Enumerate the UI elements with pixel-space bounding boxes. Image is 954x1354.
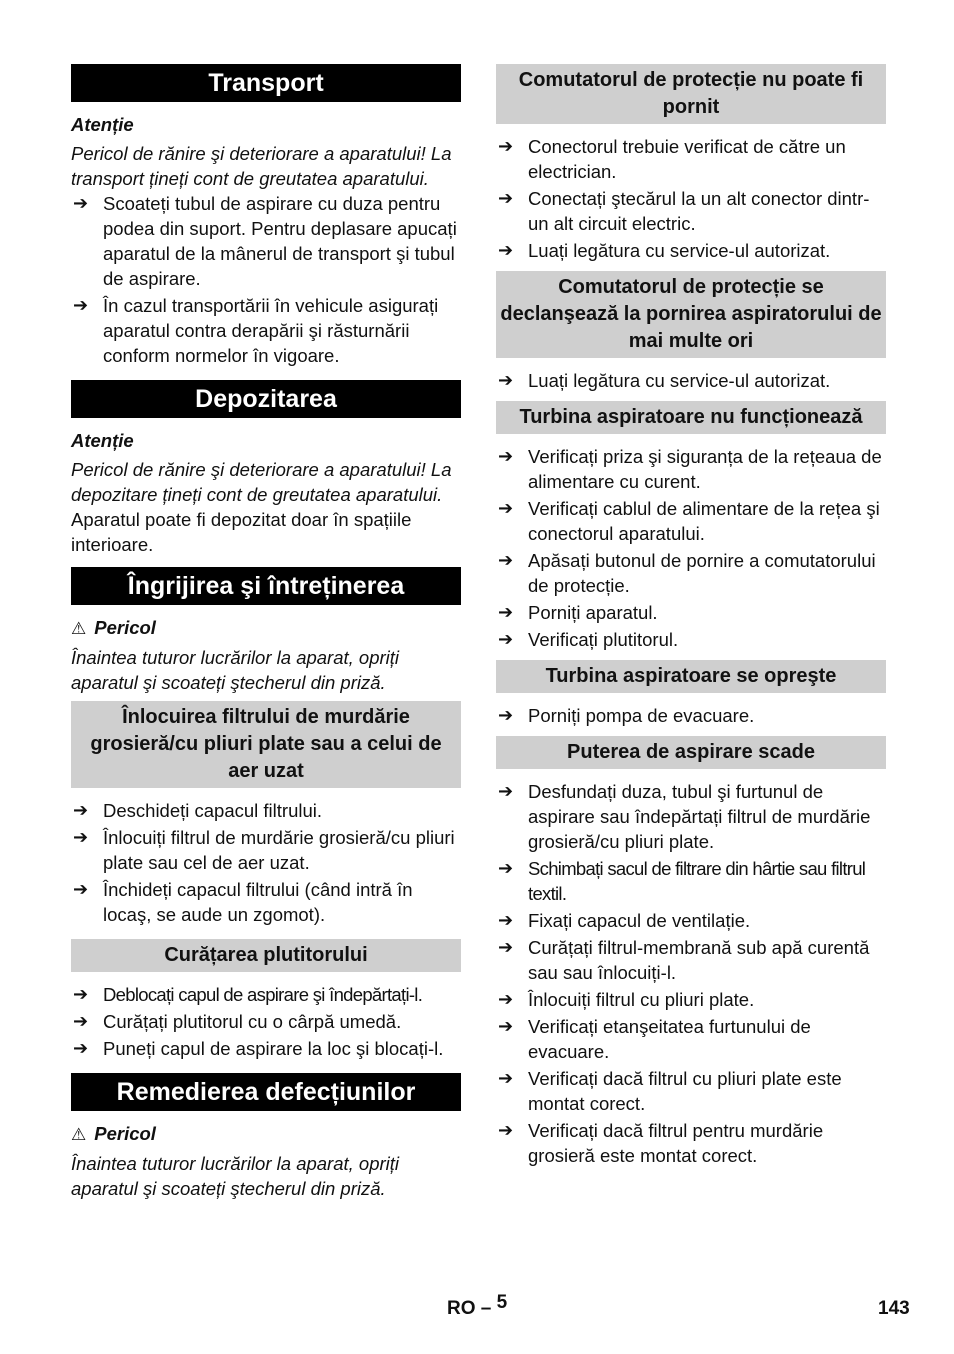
list-item: ➔ Deblocați capul de aspirare şi îndepărtați-l. — [73, 984, 423, 1005]
arrow-right-icon: ➔ — [498, 1068, 514, 1088]
step-list — [496, 444, 886, 652]
list-item: ➔ Înlocuiți filtrul cu pliuri plate. — [498, 989, 755, 1010]
section-title-care: Îngrijirea şi întreținerea — [71, 567, 461, 605]
list-item: ➔ Curățați plutitorul cu o cârpă umedă. — [73, 1011, 402, 1032]
danger-label: ⚠ Pericol — [71, 617, 156, 638]
step-list — [496, 368, 886, 393]
warning-triangle-icon: ⚠ — [71, 619, 87, 638]
left-column — [71, 64, 461, 1201]
page-number: 143 — [878, 1298, 910, 1319]
footer-language-code: RO – 5 — [447, 1292, 508, 1319]
arrow-right-icon: ➔ — [498, 602, 514, 622]
list-item: ➔ Verificați plutitorul. — [498, 629, 679, 650]
list-item: ➔ Scoateți tubul de aspirare cu duza pentru podea din suport. Pentru deplasare apucați aparatul de la mânerul de transport şi tubul de aspirare. — [73, 193, 457, 289]
arrow-right-icon: ➔ — [73, 827, 89, 847]
step-list — [496, 779, 886, 1168]
subsection-title-turbine-not-working: Turbina aspiratoare nu funcționează — [496, 401, 886, 434]
arrow-right-icon: ➔ — [73, 879, 89, 899]
arrow-right-icon: ➔ — [498, 910, 514, 930]
caution-label: Atenție — [71, 430, 134, 451]
arrow-right-icon: ➔ — [498, 629, 514, 649]
arrow-right-icon: ➔ — [498, 550, 514, 570]
list-item: ➔ În cazul transportării în vehicule asigurați aparatul contra derapării şi răsturnării conform normelor în vigoare. — [73, 295, 439, 366]
arrow-right-icon: ➔ — [73, 1011, 89, 1031]
caution-text: Pericol de rănire şi deteriorare a aparatului! La transport țineți cont de greutatea aparatului. — [71, 143, 452, 189]
arrow-right-icon: ➔ — [73, 295, 89, 315]
arrow-right-icon: ➔ — [73, 193, 89, 213]
step-list — [496, 134, 886, 263]
arrow-right-icon: ➔ — [498, 188, 514, 208]
list-item: ➔ Verificați dacă filtrul cu pliuri plate este montat corect. — [498, 1068, 842, 1114]
arrow-right-icon: ➔ — [73, 800, 89, 820]
arrow-right-icon: ➔ — [498, 858, 514, 878]
section-title-storage: Depozitarea — [71, 380, 461, 418]
list-item: ➔ Porniți aparatul. — [498, 602, 658, 623]
list-item: ➔ Luați legătura cu service-ul autorizat. — [498, 370, 831, 391]
step-list — [71, 191, 461, 368]
list-item: ➔ Luați legătura cu service-ul autorizat. — [498, 240, 831, 261]
arrow-right-icon: ➔ — [498, 498, 514, 518]
list-item: ➔ Apăsați butonul de pornire a comutatorului de protecție. — [498, 550, 876, 596]
arrow-right-icon: ➔ — [498, 705, 514, 725]
caution-text: Pericol de rănire şi deteriorare a aparatului! La depozitare țineți cont de greutatea aparatului. — [71, 459, 452, 505]
list-item: ➔ Porniți pompa de evacuare. — [498, 705, 755, 726]
section-title-transport: Transport — [71, 64, 461, 102]
danger-text: Înaintea tuturor lucrărilor la aparat, opriți aparatul şi scoateți ştecherul din priză. — [71, 1153, 400, 1199]
subsection-title-turbine-stops: Turbina aspiratoare se opreşte — [496, 660, 886, 693]
danger-text: Înaintea tuturor lucrărilor la aparat, opriți aparatul şi scoateți ştecherul din priză. — [71, 647, 400, 693]
step-list — [71, 982, 461, 1061]
arrow-right-icon: ➔ — [498, 989, 514, 1009]
right-column — [496, 64, 886, 1170]
list-item: ➔ Verificați priza şi siguranța de la rețeaua de alimentare cu curent. — [498, 446, 882, 492]
list-item: ➔ Puneți capul de aspirare la loc şi blocați-l. — [73, 1038, 444, 1059]
list-item: ➔ Conectați ştecărul la un alt conector dintr-un alt circuit electric. — [498, 188, 870, 234]
list-item: ➔ Curățați filtrul-membrană sub apă curentă sau sau înlocuiți-l. — [498, 937, 870, 983]
arrow-right-icon: ➔ — [498, 370, 514, 390]
list-item: ➔ Înlocuiți filtrul de murdărie grosieră/cu pliuri plate sau cel de aer uzat. — [73, 827, 455, 873]
storage-note: Aparatul poate fi depozitat doar în spațiile interioare. — [71, 509, 412, 555]
list-item: ➔ Desfundați duza, tubul şi furtunul de aspirare sau îndepărtați filtrul de murdărie grosieră/cu pliuri plate. — [498, 781, 871, 852]
arrow-right-icon: ➔ — [498, 446, 514, 466]
arrow-right-icon: ➔ — [498, 136, 514, 156]
step-list — [71, 798, 461, 927]
subsection-title-float: Curățarea plutitorului — [71, 939, 461, 972]
list-item: ➔ Închideți capacul filtrului (când intră în locaş, se aude un zgomot). — [73, 879, 413, 925]
arrow-right-icon: ➔ — [73, 1038, 89, 1058]
list-item: ➔ Verificați etanşeitatea furtunului de evacuare. — [498, 1016, 811, 1062]
subsection-title-suction-drops: Puterea de aspirare scade — [496, 736, 886, 769]
arrow-right-icon: ➔ — [498, 937, 514, 957]
arrow-right-icon: ➔ — [498, 781, 514, 801]
danger-label: ⚠ Pericol — [71, 1123, 156, 1144]
list-item: ➔ Deschideți capacul filtrului. — [73, 800, 323, 821]
list-item: ➔ Verificați cablul de alimentare de la rețea şi conectorul aparatului. — [498, 498, 880, 544]
arrow-right-icon: ➔ — [498, 1016, 514, 1036]
list-item: ➔ Schimbați sacul de filtrare din hârtie sau filtrul textil. — [498, 858, 866, 904]
arrow-right-icon: ➔ — [498, 240, 514, 260]
section-title-troubleshooting: Remedierea defecțiunilor — [71, 1073, 461, 1111]
subsection-title-switch-trips: Comutatorul de protecție se declanşează la pornirea aspiratorului de mai multe ori — [496, 271, 886, 358]
arrow-right-icon: ➔ — [73, 984, 89, 1004]
list-item: ➔ Conectorul trebuie verificat de către un electrician. — [498, 136, 846, 182]
subsection-title-switch-no-start: Comutatorul de protecție nu poate fi pornit — [496, 64, 886, 124]
step-list — [496, 703, 886, 728]
list-item: ➔ Fixați capacul de ventilație. — [498, 910, 751, 931]
subsection-title-filter: Înlocuirea filtrului de murdărie grosieră/cu pliuri plate sau a celui de aer uzat — [71, 701, 461, 788]
warning-triangle-icon: ⚠ — [71, 1125, 87, 1144]
caution-label: Atenție — [71, 114, 134, 135]
arrow-right-icon: ➔ — [498, 1120, 514, 1140]
list-item: ➔ Verificați dacă filtrul pentru murdărie grosieră este montat corect. — [498, 1120, 824, 1166]
